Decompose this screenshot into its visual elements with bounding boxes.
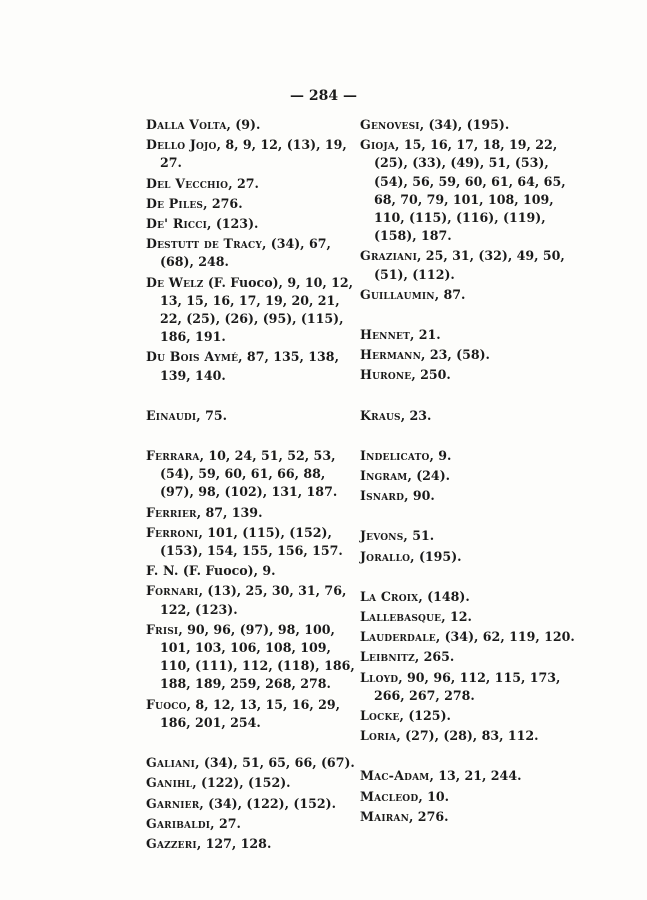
entry-references: , (9). — [226, 117, 261, 132]
index-entry — [360, 247, 575, 283]
entry-references: , (123). — [207, 216, 259, 232]
entry-references: , 12. — [441, 609, 472, 625]
entry-name: Jorallo — [360, 548, 411, 564]
entry-name: Dalla Volta — [146, 117, 227, 132]
entry-references: , 27. — [228, 175, 259, 191]
index-entry — [360, 808, 575, 826]
index-entry — [360, 608, 575, 626]
entry-references: , 75. — [196, 407, 227, 423]
entry-name: Fuoco — [146, 696, 187, 712]
entry-references: , 27. — [210, 815, 241, 831]
index-entry — [360, 487, 575, 505]
section-gap — [360, 427, 575, 447]
index-entry — [360, 467, 575, 485]
section-gap — [360, 387, 575, 407]
section-gap — [146, 387, 361, 407]
entry-references: , 51. — [403, 528, 435, 544]
index-entry — [360, 407, 575, 425]
entry-references: , (24). — [407, 468, 451, 484]
entry-name: Gazzeri — [146, 835, 197, 851]
entry-references: , 276. — [409, 808, 449, 824]
entry-references: , 13, 21, 244. — [429, 768, 522, 784]
entry-references: , 101, (115), (152), (153), 154, 155, 156, 157. — [160, 524, 343, 559]
entry-references: (F. Fuoco), 9. — [178, 563, 276, 579]
entry-name: Lauderdale — [360, 629, 436, 645]
entry-references: , 87. — [434, 286, 466, 302]
index-entry — [360, 447, 575, 465]
entry-name: Genovesi — [360, 117, 420, 132]
page-number: — 284 — — [290, 88, 357, 104]
entry-name: Einaudi — [146, 407, 197, 423]
left-index-column — [146, 116, 361, 855]
entry-references: , 23, (58). — [421, 347, 490, 363]
index-entry — [360, 669, 575, 705]
index-entry — [146, 348, 361, 384]
index-entry — [146, 136, 361, 172]
entry-references: , (125). — [399, 708, 451, 724]
index-entry — [360, 116, 575, 134]
entry-name: Loria — [360, 728, 397, 744]
index-entry — [146, 195, 361, 213]
entry-name: Garibaldi — [146, 815, 211, 831]
index-entry — [146, 215, 361, 233]
right-index-column — [360, 116, 575, 828]
index-entry — [146, 754, 361, 772]
entry-references: , 8, 12, 13, 15, 16, 29, 186, 201, 254. — [160, 696, 341, 730]
index-entry — [146, 235, 361, 271]
entry-references: , (122), (152). — [192, 775, 291, 791]
entry-name: Hurone — [360, 367, 412, 383]
entry-references: , 87, 135, 138, 139, 140. — [160, 349, 339, 383]
entry-references: , (34), (195). — [419, 117, 510, 132]
index-entry — [360, 767, 575, 785]
entry-name: Indelicato — [360, 447, 430, 463]
index-entry — [146, 562, 361, 580]
entry-references: , 15, 16, 17, 18, 19, 22, (25), (33), (49), 51, (53), (54), 56, 59, 60, 61, 64, 65, 68, 70, 79, 101, 108, 109, 110, (115), (116), (119), (158), 187. — [374, 137, 566, 244]
index-entry — [146, 116, 361, 134]
index-entry — [360, 628, 575, 646]
entry-references: , 9. — [429, 447, 452, 463]
entry-name: Guillaumin — [360, 286, 435, 302]
entry-name: Mairan — [360, 808, 410, 824]
entry-name: La Croix — [360, 588, 419, 604]
entry-name: Isnard — [360, 488, 405, 504]
entry-name: Graziani — [360, 248, 418, 264]
entry-name: Hennet — [360, 327, 410, 343]
section-gap — [146, 734, 361, 754]
entry-references: , (34), 62, 119, 120. — [435, 629, 575, 645]
entry-name: De' Ricci — [146, 216, 208, 232]
entry-references: , 90, 96, 112, 115, 173, 266, 267, 278. — [374, 669, 561, 703]
index-entry — [146, 696, 361, 732]
index-entry — [360, 136, 575, 245]
entry-references: , (34), 67, (68), 248. — [160, 236, 331, 270]
index-entry — [146, 621, 361, 694]
entry-references: , 127, 128. — [196, 835, 272, 851]
index-entry — [360, 727, 575, 745]
entry-references: , 10, 24, 51, 52, 53, (54), 59, 60, 61, 66, 88, (97), 98, (102), 131, 187. — [160, 448, 338, 500]
index-entry — [360, 548, 575, 566]
entry-name: Jevons — [360, 528, 404, 544]
index-entry — [146, 175, 361, 193]
entry-references: , 21. — [409, 327, 441, 343]
section-gap — [360, 306, 575, 326]
entry-name: Ferrara — [146, 448, 200, 464]
entry-name: Ferrier — [146, 504, 197, 520]
entry-references: , (195). — [410, 548, 462, 564]
entry-references: , 25, 31, (32), 49, 50, (51), (112). — [374, 248, 565, 282]
entry-references: , (13), 25, 30, 31, 76, 122, (123). — [160, 583, 347, 617]
index-entry — [360, 346, 575, 364]
index-entry — [146, 504, 361, 522]
index-entry — [146, 774, 361, 792]
entry-name: Del Vecchio — [146, 175, 229, 191]
entry-name: Leibnitz — [360, 649, 415, 665]
index-entry — [360, 648, 575, 666]
entry-references: , 90, 96, (97), 98, 100, 101, 103, 106, 108, 109, 110, (111), 112, (118), 186, 188, 189, 259, 268, 278. — [160, 621, 355, 692]
entry-references: , (34), 51, 65, 66, (67). — [195, 755, 355, 771]
entry-name: Macleod — [360, 788, 419, 804]
entry-name: Dello Jojo — [146, 137, 217, 153]
entry-references: (F. Fuoco), 9, 10, 12, 13, 15, 16, 17, 19, 20, 21, 22, (25), (26), (95), (115), 186, 191. — [160, 274, 354, 345]
entry-name: Frisi — [146, 621, 179, 637]
index-entry — [146, 407, 361, 425]
index-entry — [360, 788, 575, 806]
entry-references: , (34), (122), (152). — [199, 795, 336, 811]
entry-name: Ferroni — [146, 524, 199, 540]
entry-name: Galiani — [146, 755, 196, 771]
entry-name: Locke — [360, 708, 400, 724]
index-entry — [146, 524, 361, 560]
entry-references: , (148). — [418, 588, 470, 604]
entry-name: Kraus — [360, 407, 401, 423]
entry-name: Hermann — [360, 347, 422, 363]
entry-references: , 250. — [411, 367, 451, 383]
entry-name: F. N. — [146, 563, 179, 579]
index-entry — [146, 274, 361, 347]
entry-name: Garnier — [146, 795, 200, 811]
entry-references: , 23. — [400, 407, 432, 423]
section-gap — [360, 507, 575, 527]
index-entry — [360, 588, 575, 606]
entry-name: Lallebasque — [360, 609, 442, 625]
entry-references: , 87, 139. — [196, 504, 263, 520]
index-entry — [146, 795, 361, 813]
entry-name: Fornari — [146, 583, 199, 599]
entry-references: , 265. — [414, 649, 455, 665]
entry-references: , 276. — [203, 195, 243, 211]
index-entry — [360, 326, 575, 344]
index-entry — [146, 582, 361, 618]
entry-name: Lloyd — [360, 669, 399, 685]
entry-name: Ganihl — [146, 775, 193, 791]
entry-references: , 90. — [404, 488, 435, 504]
index-entry — [360, 707, 575, 725]
entry-name: Du Bois Aymé — [146, 349, 239, 365]
entry-name: De Welz — [146, 274, 204, 290]
entry-references: , 10. — [418, 788, 450, 804]
index-entry — [360, 527, 575, 545]
index-entry — [360, 286, 575, 304]
entry-references: , (27), (28), 83, 112. — [396, 728, 539, 744]
section-gap — [146, 427, 361, 447]
entry-name: Ingram — [360, 468, 408, 484]
entry-references: , 8, 9, 12, (13), 19, 27. — [160, 137, 347, 171]
entry-name: Destutt de Tracy — [146, 236, 262, 252]
index-entry — [146, 447, 361, 502]
index-entry — [146, 835, 361, 853]
entry-name: De Piles — [146, 195, 204, 211]
section-gap — [360, 747, 575, 767]
index-entry — [360, 366, 575, 384]
entry-name: Mac-Adam — [360, 768, 430, 784]
section-gap — [360, 568, 575, 588]
entry-name: Gioja — [360, 137, 396, 153]
index-entry — [146, 815, 361, 833]
